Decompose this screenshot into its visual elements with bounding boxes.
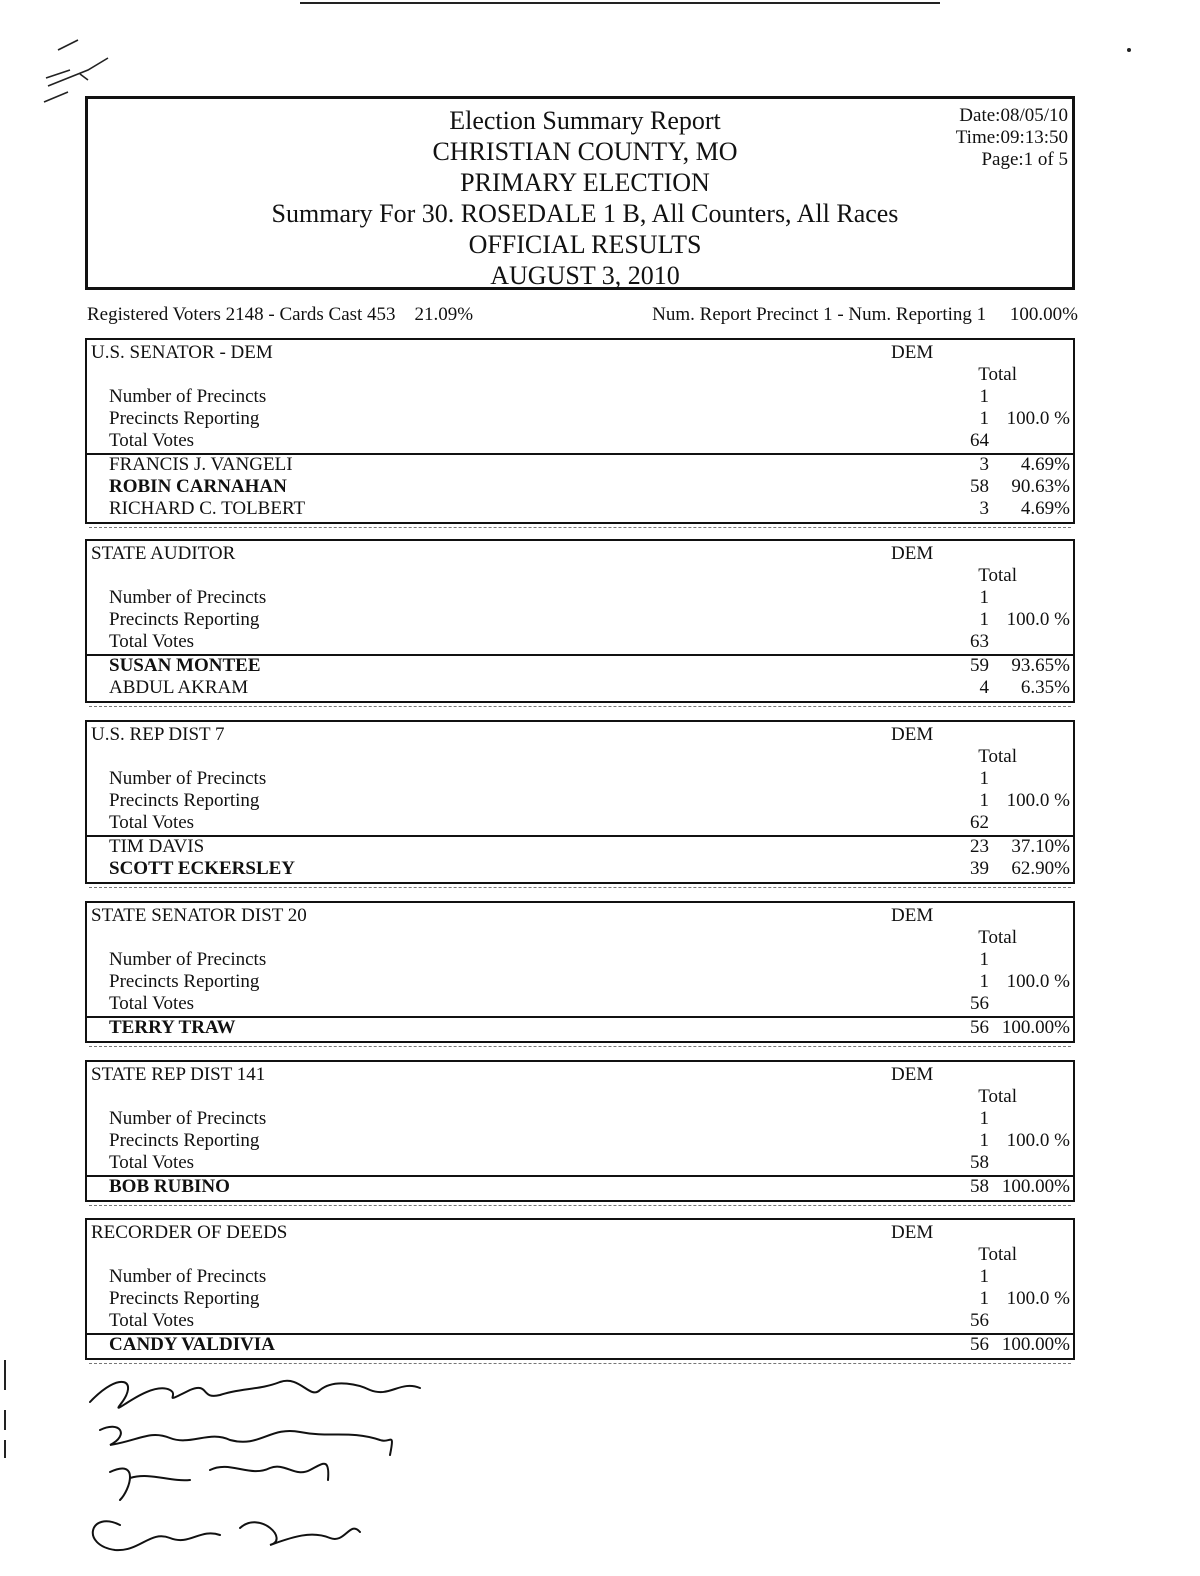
row-label: Total Votes: [109, 993, 195, 1014]
signature-3: [110, 1464, 328, 1500]
row-value: 1: [979, 1108, 989, 1129]
total-votes-row: [87, 1152, 1073, 1174]
candidate-name: ROBIN CARNAHAN: [109, 476, 287, 497]
precincts-reporting-row: [87, 609, 1073, 631]
candidate-votes: 58: [970, 1176, 989, 1197]
total-votes-row: [87, 993, 1073, 1015]
candidate-row: [87, 454, 1073, 476]
page-number: Page:1 of 5: [981, 149, 1068, 170]
results-status: OFFICIAL RESULTS: [468, 230, 702, 259]
candidate-percent: 100.00%: [1001, 1334, 1070, 1355]
race-box: [85, 1060, 1075, 1202]
party-label: DEM: [891, 1064, 934, 1085]
candidate-name: SUSAN MONTEE: [109, 655, 261, 676]
party-label: DEM: [891, 1222, 934, 1243]
row-label: Number of Precincts: [109, 1108, 267, 1129]
row-percent: 100.0 %: [1006, 1288, 1070, 1309]
row-value: 1: [979, 609, 989, 630]
signature-2: [100, 1427, 392, 1455]
row-percent: 100.0 %: [1006, 408, 1070, 429]
signature-4: [93, 1521, 360, 1550]
row-percent: 100.0 %: [1006, 971, 1070, 992]
total-votes-row: [87, 1310, 1073, 1332]
candidate-votes: 3: [979, 498, 989, 519]
race-title: U.S. REP DIST 7: [91, 724, 225, 745]
row-label: Number of Precincts: [109, 1266, 267, 1287]
row-value: 1: [979, 1266, 989, 1287]
candidate-percent: 93.65%: [1011, 655, 1070, 676]
party-label: DEM: [891, 543, 934, 564]
row-label: Total Votes: [109, 430, 195, 451]
precincts-reporting-row: [87, 790, 1073, 812]
candidate-percent: 4.69%: [1020, 454, 1070, 475]
race-title: STATE REP DIST 141: [91, 1064, 266, 1085]
margin-mark: [4, 1440, 6, 1458]
total-column-header: Total: [978, 746, 1017, 767]
row-label: Number of Precincts: [109, 386, 267, 407]
number-of-precincts-row: [87, 1108, 1073, 1130]
row-percent: 100.0 %: [1006, 1130, 1070, 1151]
party-label: DEM: [891, 905, 934, 926]
candidate-name: CANDY VALDIVIA: [109, 1334, 275, 1355]
row-value: 1: [979, 587, 989, 608]
number-of-precincts-row: [87, 587, 1073, 609]
candidate-name: RICHARD C. TOLBERT: [109, 498, 306, 519]
signature-name-4: [0, 0, 1, 1]
margin-mark: [4, 1360, 6, 1390]
row-label: Total Votes: [109, 1310, 195, 1331]
candidate-votes: 39: [970, 858, 989, 879]
row-label: Total Votes: [109, 631, 195, 652]
number-of-precincts-row: [87, 949, 1073, 971]
candidate-name: ABDUL AKRAM: [109, 677, 249, 698]
candidate-row: [87, 655, 1073, 677]
candidate-row: [87, 476, 1073, 498]
total-column-header: Total: [978, 1086, 1017, 1107]
candidate-votes: 56: [970, 1017, 989, 1038]
report-date: Date:08/05/10: [959, 105, 1068, 126]
candidate-name: FRANCIS J. VANGELI: [109, 454, 293, 475]
row-value: 1: [979, 386, 989, 407]
candidate-row: [87, 1017, 1073, 1039]
row-label: Precincts Reporting: [109, 1288, 260, 1309]
election-date: AUGUST 3, 2010: [490, 261, 680, 290]
candidate-row: [87, 498, 1073, 520]
candidate-percent: 90.63%: [1011, 476, 1070, 497]
row-value: 64: [970, 430, 989, 451]
row-label: Number of Precincts: [109, 587, 267, 608]
race-title: U.S. SENATOR - DEM: [91, 342, 273, 363]
candidate-row: [87, 836, 1073, 858]
party-label: DEM: [891, 724, 934, 745]
candidate-percent: 6.35%: [1020, 677, 1070, 698]
precincts-reporting-row: [87, 408, 1073, 430]
row-label: Precincts Reporting: [109, 1130, 260, 1151]
row-label: Number of Precincts: [109, 768, 267, 789]
candidate-votes: 59: [970, 655, 989, 676]
race-box: [85, 1218, 1075, 1360]
race-box: [85, 901, 1075, 1043]
signature-names: [0, 0, 1, 1]
candidate-votes: 4: [979, 677, 989, 698]
row-value: 1: [979, 408, 989, 429]
report-title: Election Summary Report: [449, 106, 721, 135]
reporting-summary: Num. Report Precinct 1 - Num. Reporting 1 100.00%: [652, 304, 1078, 325]
row-label: Precincts Reporting: [109, 408, 260, 429]
candidate-votes: 3: [979, 454, 989, 475]
row-label: Total Votes: [109, 1152, 195, 1173]
speck-mark: [1127, 48, 1131, 52]
row-value: 1: [979, 1288, 989, 1309]
election-name: PRIMARY ELECTION: [460, 168, 710, 197]
registration-summary: Registered Voters 2148 - Cards Cast 453 21.09%: [87, 304, 474, 325]
header-titles: [88, 105, 1082, 291]
row-value: 56: [970, 993, 989, 1014]
row-value: 1: [979, 949, 989, 970]
candidate-row: [87, 677, 1073, 699]
precincts-reporting-row: [87, 1130, 1073, 1152]
row-value: 62: [970, 812, 989, 833]
number-of-precincts-row: [87, 386, 1073, 408]
total-column-header: Total: [978, 364, 1017, 385]
county-name: CHRISTIAN COUNTY, MO: [432, 137, 738, 166]
row-value: 58: [970, 1152, 989, 1173]
row-value: 1: [979, 768, 989, 789]
precincts-reporting-row: [87, 1288, 1073, 1310]
candidate-percent: 100.00%: [1001, 1176, 1070, 1197]
summary-line: Summary For 30. ROSEDALE 1 B, All Counters, All Races: [271, 199, 899, 228]
candidate-percent: 4.69%: [1020, 498, 1070, 519]
row-label: Precincts Reporting: [109, 790, 260, 811]
candidate-votes: 23: [970, 836, 989, 857]
row-label: Precincts Reporting: [109, 609, 260, 630]
total-column-header: Total: [978, 927, 1017, 948]
row-value: 56: [970, 1310, 989, 1331]
candidate-percent: 100.00%: [1001, 1017, 1070, 1038]
report-meta: [956, 105, 1068, 171]
candidate-name: SCOTT ECKERSLEY: [109, 858, 296, 879]
candidate-name: TERRY TRAW: [109, 1017, 236, 1038]
total-column-header: Total: [978, 565, 1017, 586]
total-votes-row: [87, 430, 1073, 452]
row-value: 1: [979, 1130, 989, 1151]
candidate-percent: 62.90%: [1011, 858, 1070, 879]
precincts-reporting-row: [87, 971, 1073, 993]
signature-1: [90, 1381, 420, 1408]
report-time: Time:09:13:50: [955, 127, 1068, 148]
row-percent: 100.0 %: [1006, 609, 1070, 630]
row-label: Total Votes: [109, 812, 195, 833]
candidate-row: [87, 858, 1073, 880]
race-box: [85, 539, 1075, 703]
row-label: Number of Precincts: [109, 949, 267, 970]
candidate-name: TIM DAVIS: [109, 836, 205, 857]
report-header: [85, 96, 1075, 290]
race-box: [85, 338, 1075, 524]
party-label: DEM: [891, 342, 934, 363]
row-value: 1: [979, 971, 989, 992]
race-title: STATE AUDITOR: [91, 543, 236, 564]
candidate-percent: 37.10%: [1011, 836, 1070, 857]
row-value: 1: [979, 790, 989, 811]
race-title: RECORDER OF DEEDS: [91, 1222, 288, 1243]
race-title: STATE SENATOR DIST 20: [91, 905, 307, 926]
total-votes-row: [87, 631, 1073, 653]
number-of-precincts-row: [87, 1266, 1073, 1288]
row-value: 63: [970, 631, 989, 652]
row-label: Precincts Reporting: [109, 971, 260, 992]
total-column-header: Total: [978, 1244, 1017, 1265]
candidate-row: [87, 1334, 1073, 1356]
total-votes-row: [87, 812, 1073, 834]
candidate-votes: 58: [970, 476, 989, 497]
top-edge-line: [300, 2, 940, 4]
handwritten-signatures: [60, 1360, 480, 1570]
margin-mark: [4, 1410, 6, 1430]
race-box: [85, 720, 1075, 884]
candidate-votes: 56: [970, 1334, 989, 1355]
number-of-precincts-row: [87, 768, 1073, 790]
candidate-row: [87, 1176, 1073, 1198]
candidate-name: BOB RUBINO: [109, 1176, 230, 1197]
row-percent: 100.0 %: [1006, 790, 1070, 811]
